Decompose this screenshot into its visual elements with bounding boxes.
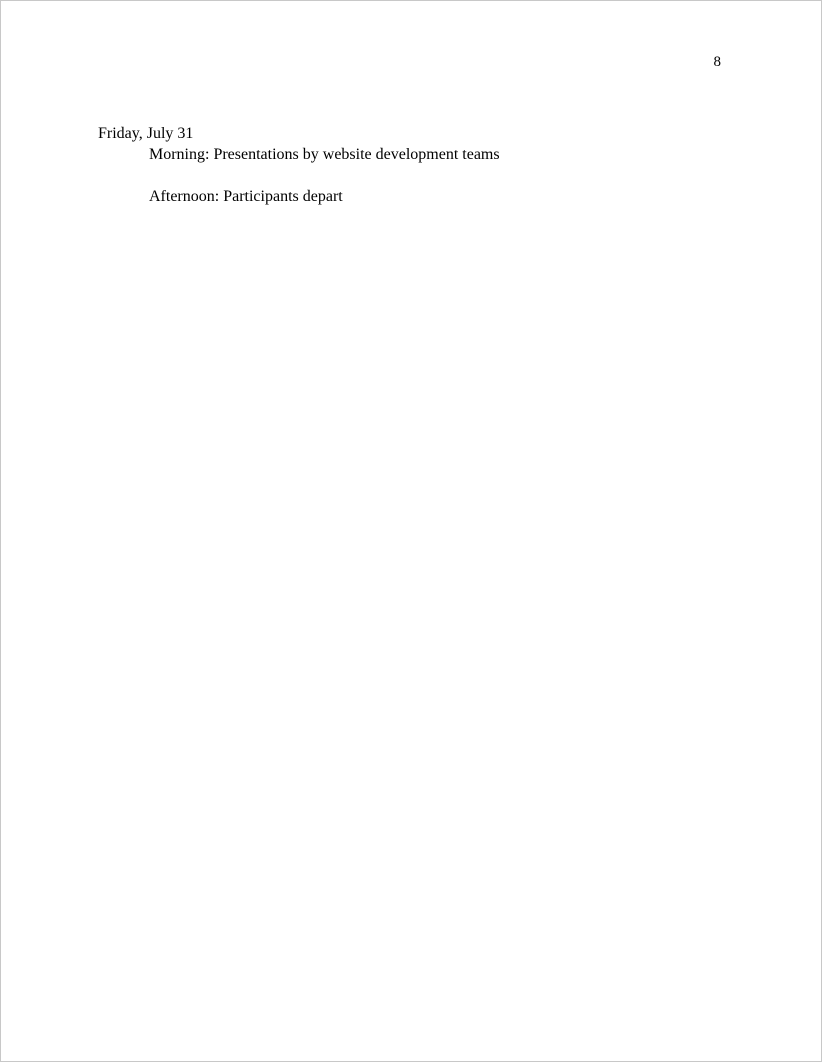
schedule-entry-afternoon: Afternoon: Participants depart (149, 188, 343, 205)
schedule-entry-morning: Morning: Presentations by website development teams (149, 146, 500, 163)
page-number: 8 (713, 54, 721, 70)
blank-line (98, 165, 725, 186)
schedule-day-heading: Friday, July 31 (98, 125, 194, 142)
document-body (98, 123, 725, 207)
